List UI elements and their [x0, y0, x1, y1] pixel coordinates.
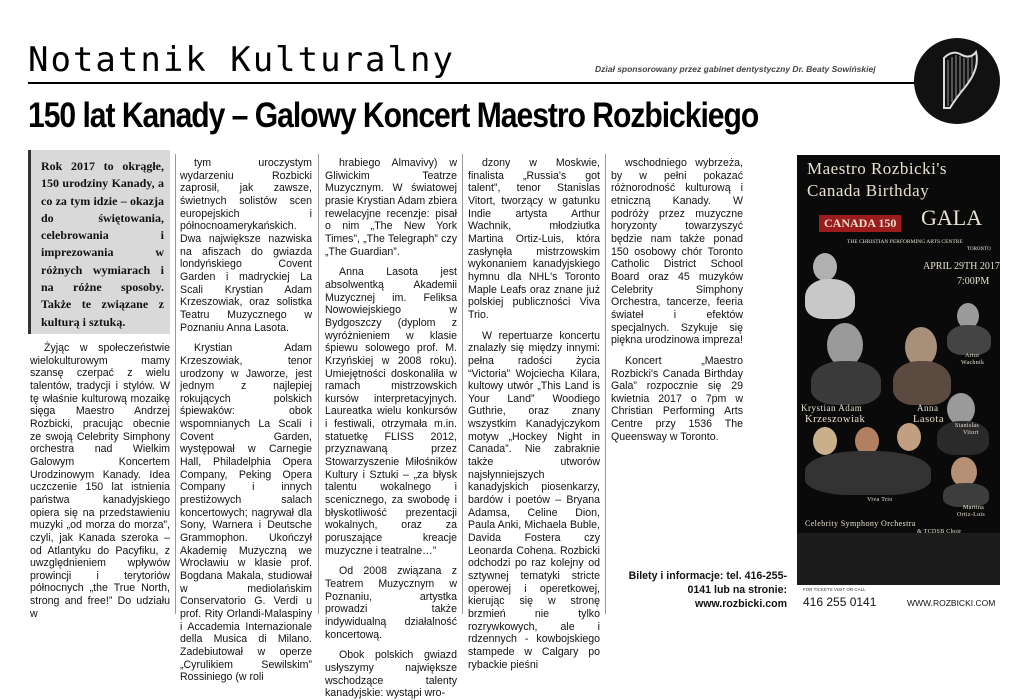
performer-body — [811, 361, 881, 405]
paragraph: Koncert „Maestro Rozbicki's Canada Birthday Gala” rozpocznie się 29 kwietnia 2017 o 7pm w Christian Performing Arts Centre przy 1536 The Queensway w Toronto. — [611, 354, 743, 443]
paragraph: W repertuarze koncertu znalazły się między innymi: pełna radości życia “Victoria” Wojciecha Kilara, kultowy utwór „This Land is Your Land” Woodiego Guthrie, oraz znany wszystkim Kanadyjczykom motyw „Hockey Night in Canada”. Nie zabraknie także utworów najsłynniejszych kanadyjskich piosenkarzy, bardów i poetów – Bryana Adamsa, Celine Dion, Paula Anki, Michaela Buble, Davida Fostera czy Leonarda Cohena. Rozbicki odchodzi po raz kolejny od sztywnej tematyki stricte operowej i operetkowej, kierując się w stronę brzmień nie tylko rozrywkowych, ale i rdzennych - kowbojskiego stampede w Calgary po rybackie pieśni — [468, 329, 600, 671]
performer2-last: Lasota — [913, 414, 944, 425]
header-rule — [28, 82, 918, 84]
ticket-contact: Bilety i informacje: tel. 416-255-0141 lub na stronie: www.rozbicki.com — [628, 570, 787, 610]
performer1-first: Krystian Adam — [801, 403, 863, 413]
paragraph: hrabiego Almavivy) w Gliwickim Teatrze Muzycznym. W światowej prasie Krystian Adam zbiera rewelacyjne recenzje: pisał o nim „The New York Times”, „The Telegraph” czy „The Guardian”. — [325, 157, 457, 258]
conductor-photo — [813, 253, 837, 281]
choir-label: & TCDSB Choir — [917, 529, 962, 535]
paragraph: Żyjąc w społeczeństwie wielokulturowym mamy szansę czerpać z wielu talentów, tradycji i stylów. W tę właśnie kulturową mozaikę sięga Maestro Andrzej Rozbicki, pracując obecnie ze swoją Celebrity Simphony orchestra nad Wielkim Galowym Koncertem Urodzinowym Kanady. Idea uczczenie 150 lat istnienia państwa kanadyjskiego opiera się na przedstawieniu muzyki „od morza do morza”, czyli, jak Kanada szeroka – od Atlantyku do Pacyfiku, z uwzględnieniem wpływów prowincji i terytoriów północnych „the True North, strong and free!” Do udziału w — [30, 342, 170, 620]
column-5 — [611, 157, 743, 569]
performer1-last: Krzeszowiak — [805, 414, 866, 425]
performer-body — [943, 483, 989, 507]
harp-logo — [914, 38, 1000, 124]
paragraph: wschodniego wybrzeża, by w pełni pokazać różnorodność kulturową i etniczną Kanady. W podróży przez muzyczne horyzonty towarzyszyć będzie nam także ponad 150 osobowy chór Toronto Catholic District School Board oraz 45 muzyków Celebrity Simphony Orchestra, tancerze, feeria świateł i efektów specjalnych. Szykuje się piękna urodzinowa impreza! — [611, 157, 743, 347]
paragraph: Od 2008 związana z Teatrem Muzycznym w Poznaniu, artystka prowadzi także indywidualną działalność koncertową. — [325, 565, 457, 641]
column-1 — [30, 342, 170, 620]
column-divider — [605, 154, 606, 614]
headline: 150 lat Kanady – Galowy Koncert Maestro Rozbickiego — [28, 96, 759, 135]
poster-date: APRIL 29TH 2017 — [923, 261, 1000, 272]
concert-poster — [797, 155, 1000, 614]
poster-time: 7:00PM — [957, 276, 990, 287]
performer-body — [893, 361, 951, 405]
poster-website: WWW.ROZBICKI.COM — [907, 598, 996, 608]
orchestra-label: Celebrity Symphony Orchestra — [805, 519, 916, 528]
column-3 — [325, 157, 457, 700]
viva-trio-photo — [813, 427, 837, 455]
performer-body — [947, 325, 991, 355]
performer3-last: Wachnik — [961, 360, 985, 366]
section-title: Notatnik Kulturalny — [28, 40, 455, 80]
paragraph: Krystian Adam Krzeszowiak, tenor urodzony w Jaworze, jest jednym z najlepiej rokujących polskich śpiewaków: obok wspomnianych La Scali i Covent Garden, występował w Carnegie Hall, Philadelphia Opera Company, Peking Opera Company i innych prestiżowych salach koncertowych; nagrywał dla Sony, Warnera i Deutsche Grammophon. Ukończył Akademię Muzyczną we Wrocławiu w klasie prof. Bogdana Makala, studiował w mediolańskim Conservatorio G. Verdi u prof. Rity Orlandi-Malaspiny i Accademia Internazionale della Musica di Milano. Zadebiutował w operze „Cyrulikiem Sewilskim” Rossiniego (w roli — [180, 342, 312, 684]
column-divider — [175, 154, 176, 614]
column-divider — [318, 154, 319, 614]
performer4-last: Vitort — [963, 430, 979, 436]
viva-trio-body — [805, 451, 931, 495]
paragraph: Obok polskich gwiazd usłyszymy największe wschodzące talenty kanadyjskie: wystąpi wro- — [325, 649, 457, 700]
poster-footer-note: FOR TICKETS VISIT OR CALL — [803, 587, 866, 592]
poster-phone: 416 255 0141 — [803, 595, 877, 609]
paragraph: tym uroczystym wydarzeniu Rozbicki zaprosił, jak zawsze, świetnych solistów scen europejskich i północnoamerykańskich. Dwa największe nazwiska na afiszach do gwiazda londyńskiego Covent Garden i madryckiej La Scali Krystian Adam Krzeszowiak, oraz solistka Teatru Muzycznego w Poznaniu Anna Lasota. — [180, 157, 312, 334]
paragraph: dzony w Moskwie, finalista „Russia's got talent”, tenor Stanislas Vitort, tworzący w gatunku Indie artysta Arthur Wachnik, młodziutka Martina Ortiz-Luis, która zasłynęła mistrzowskim wykonaniem kanadyjskiego hymnu dla NHL's Toronto Maple Leafs oraz znane już polskiej publiczności Viva Trio. — [468, 157, 600, 321]
performer4-first: Stanislas — [955, 423, 980, 429]
conductor-body — [805, 279, 855, 319]
poster-city: TORONTO — [967, 247, 991, 252]
column-4 — [468, 157, 600, 671]
viva-trio-label: Viva Trio — [867, 497, 893, 503]
lead-paragraph: Rok 2017 to okrągłe, 150 urodziny Kanady, a co za tym idzie – okazja do świętowania, celebrowania i imprezowania w różnych wymiarach i na różne sposoby. Także te związane z kulturą i sztuką. — [28, 150, 170, 334]
column-divider — [462, 154, 463, 614]
poster-venue: THE CHRISTIAN PERFORMING ARTS CENTRE — [847, 239, 963, 245]
sponsor-note: Dział sponsorowany przez gabinet dentystyczny Dr. Beaty Sowińskiej — [595, 64, 876, 74]
viva-trio-photo — [897, 423, 921, 451]
harp-icon — [914, 38, 1000, 124]
performer5-first: Martina — [963, 505, 985, 511]
performer3-first: Artur — [965, 353, 980, 359]
performer5-last: Ortiz-Luis — [957, 512, 985, 518]
paragraph: Anna Lasota jest absolwentką Akademii Muzycznej im. Feliksa Nowowiejskiego w Bydgoszczy (dyplom z wyróżnieniem w klasie śpiewu solowego prof. M. Krzyńskiej w 2008 roku). Umiejętności doskonaliła w ramach mistrzowskich kursów interpretacyjnych. Laureatka wielu konkursów i festiwali, otrzymała m.in. statuetkę FLISS 2012, przyznawaną przez Stowarzyszenie Miłośników Kultury i Sztuki – „za błysk talentu wokalnego i scenicznego, za swobodę i błyskotliwość prezentacji wokalnych, oraz za poruszające kreacje muzyczne i teatralne…” — [325, 266, 457, 557]
performer2-first: Anna — [917, 403, 939, 413]
canada-150-badge: CANADA 150 — [819, 215, 901, 232]
poster-title-line2: Canada Birthday — [807, 181, 930, 200]
poster-title-line1: Maestro Rozbicki's — [807, 159, 948, 178]
poster-gala: GALA — [921, 205, 983, 230]
orchestra-photo — [797, 533, 1000, 585]
column-2 — [180, 157, 312, 684]
